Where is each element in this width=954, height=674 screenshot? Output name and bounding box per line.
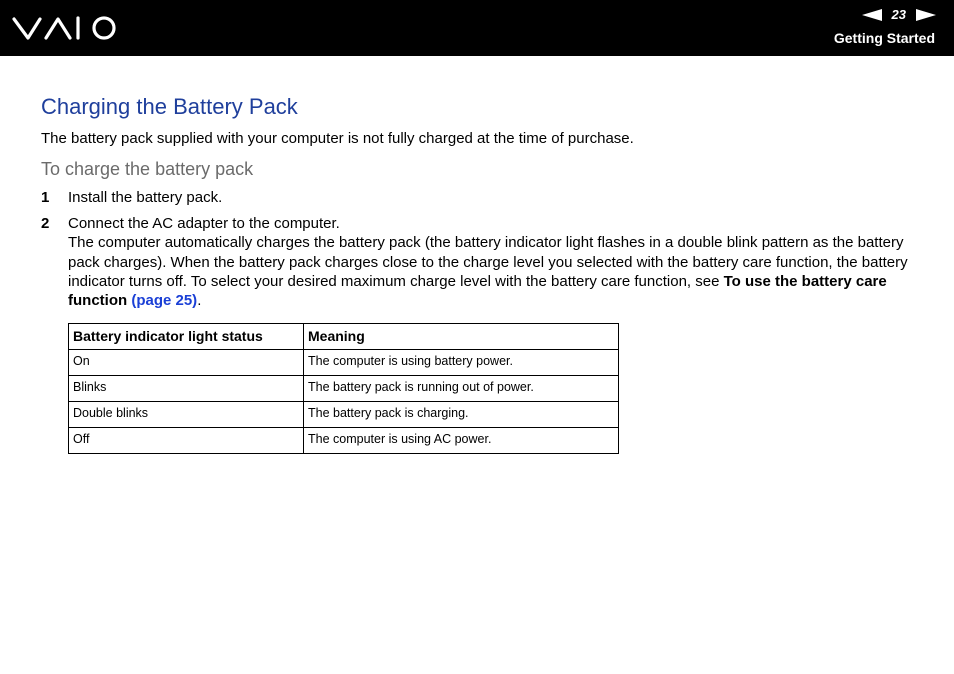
page-number: 23 — [891, 7, 906, 22]
step-number: 2 — [41, 215, 50, 232]
arrow-right-icon[interactable] — [916, 9, 936, 21]
page-25-link[interactable]: (page 25) — [131, 292, 198, 310]
cross-reference-title: To use the battery care function — [68, 272, 887, 310]
vaio-logo — [12, 13, 122, 43]
page-title: Charging the Battery Pack — [41, 94, 298, 119]
step-2 — [41, 214, 913, 310]
intro-paragraph: The battery pack supplied with your computer is not fully charged at the time of purchase. — [41, 130, 634, 147]
step-body — [68, 214, 913, 310]
step-text: Install the battery pack. — [68, 189, 223, 206]
page-header — [0, 0, 954, 56]
step-1 — [41, 188, 913, 207]
status-cell: On — [69, 350, 304, 376]
section-title: Getting Started — [833, 30, 935, 46]
meaning-cell: The computer is using battery power. — [304, 350, 619, 376]
table-header-row — [69, 324, 619, 350]
procedure-heading: To charge the battery pack — [41, 159, 254, 179]
status-cell: Blinks — [69, 376, 304, 402]
column-header-meaning: Meaning — [304, 324, 619, 350]
step-text: Connect the AC adapter to the computer. — [68, 215, 340, 232]
table-row — [69, 376, 619, 402]
meaning-cell: The computer is using AC power. — [304, 428, 619, 454]
status-cell: Off — [69, 428, 304, 454]
meaning-cell: The battery pack is running out of power. — [304, 376, 619, 402]
step-detail-end: . — [197, 292, 202, 310]
arrow-left-icon[interactable] — [862, 9, 882, 21]
table-row — [69, 350, 619, 376]
step-number: 1 — [41, 189, 50, 206]
table-row — [69, 428, 619, 454]
page-navigation — [862, 7, 936, 22]
step-detail — [68, 233, 913, 310]
step-detail-text: The computer automatically charges the battery pack (the battery indicator light flashes in a double blink pattern as the battery pack charges). When the battery pack charges close to the charge level you selected with the battery care function, the battery indicator turns off. To select your desired maximum charge level with the battery care function, see — [68, 234, 908, 290]
column-header-status: Battery indicator light status — [69, 324, 304, 350]
meaning-cell: The battery pack is charging. — [304, 402, 619, 428]
battery-indicator-table — [68, 323, 619, 454]
table-row — [69, 402, 619, 428]
status-cell: Double blinks — [69, 402, 304, 428]
